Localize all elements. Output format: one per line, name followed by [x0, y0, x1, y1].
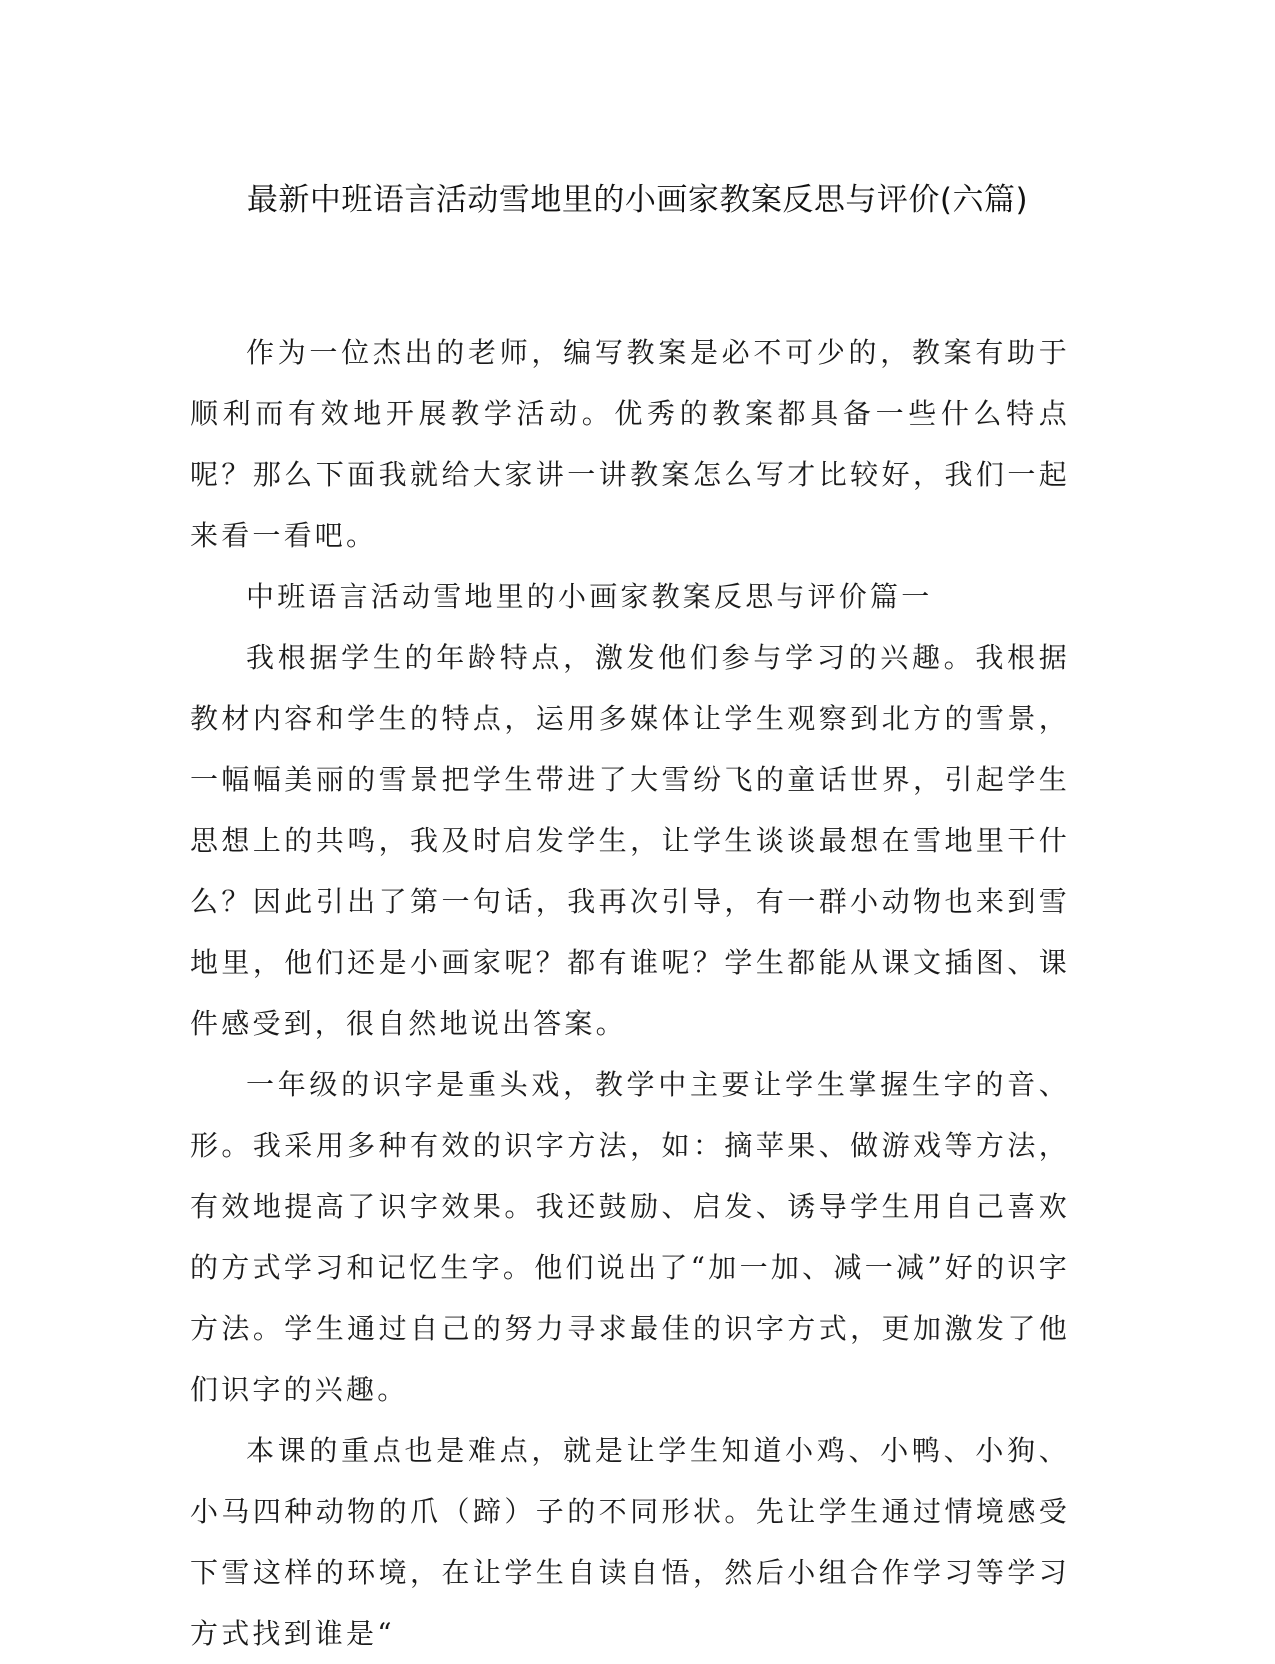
- body-paragraph: 本课的重点也是难点，就是让学生知道小鸡、小鸭、小狗、小马四种动物的爪（蹄）子的不同形状。先让学生通过情境感受下雪这样的环境，在让学生自读自悟，然后小组合作学习等学习方式找到谁是“: [190, 1434, 1070, 1650]
- document-title: 最新中班语言活动雪地里的小画家教案反思与评价(六篇): [246, 182, 1029, 218]
- section-heading: 中班语言活动雪地里的小画家教案反思与评价篇一: [246, 580, 933, 613]
- body-paragraph: 一年级的识字是重头戏，教学中主要让学生掌握生字的音、形。我采用多种有效的识字方法，如：摘苹果、做游戏等方法，有效地提高了识字效果。我还鼓励、启发、诱导学生用自己喜欢的方式学习和记忆生字。他们说出了“加一加、减一减”好的识字方法。学生通过自己的努力寻求最佳的识字方式，更加激发了他们识字的兴趣。: [190, 1068, 1070, 1406]
- body-paragraph: 我根据学生的年龄特点，激发他们参与学习的兴趣。我根据教材内容和学生的特点，运用多媒体让学生观察到北方的雪景，一幅幅美丽的雪景把学生带进了大雪纷飞的童话世界，引起学生思想上的共鸣，我及时启发学生，让学生谈谈最想在雪地里干什么？因此引出了第一句话，我再次引导，有一群小动物也来到雪地里，他们还是小画家呢？都有谁呢？学生都能从课文插图、课件感受到，很自然地说出答案。: [190, 641, 1070, 1040]
- intro-paragraph: 作为一位杰出的老师，编写教案是必不可少的，教案有助于顺利而有效地开展教学活动。优秀的教案都具备一些什么特点呢？那么下面我就给大家讲一讲教案怎么写才比较好，我们一起来看一看吧。: [190, 336, 1070, 552]
- document-body: [190, 322, 1070, 1664]
